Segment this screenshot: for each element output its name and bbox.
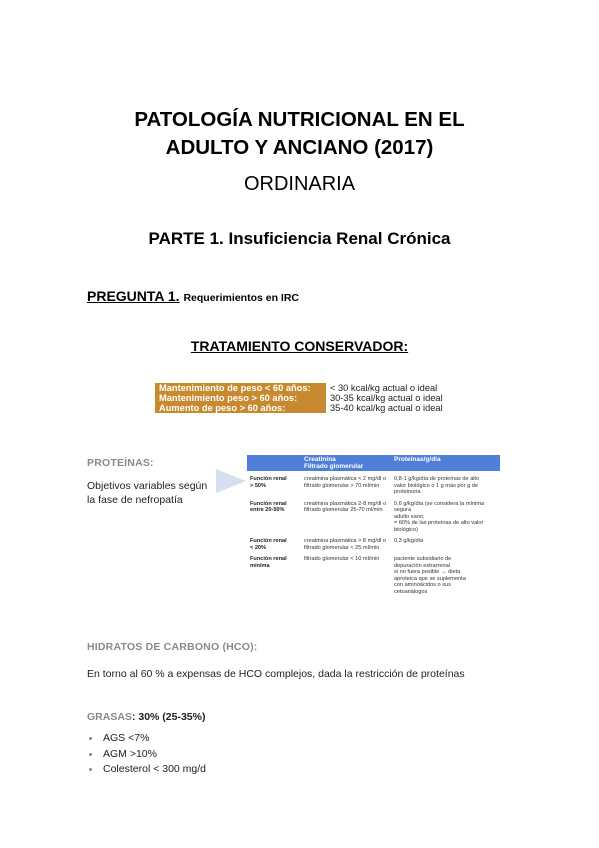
table-row: [247, 554, 500, 598]
table-row: [247, 499, 500, 537]
table-cell: creatinina plasmática < 2 mg/dl o filtrado glomerular > 70 ml/min: [304, 476, 386, 489]
treatment-title: TRATAMIENTO CONSERVADOR:: [190, 338, 409, 354]
table-cell: 0,6 g/kg/día (se considera la mínima segura adulto sano; = 60% de las proteínas de alto valor biológico): [394, 500, 485, 533]
part-heading: PARTE 1. Insuficiencia Renal Crónica: [148, 229, 451, 248]
table-cell: filtrado glomerular < 10 ml/min: [304, 556, 380, 562]
energy-requirements-table: [155, 383, 449, 413]
table-row: [247, 536, 500, 554]
document-title-line1: PATOLOGÍA NUTRICIONAL EN EL: [134, 108, 465, 131]
document-title-line2: ADULTO Y ANCIANO (2017): [165, 136, 434, 159]
table-header-row: [247, 455, 500, 471]
table-cell: 0,8-1 g/kg/día de proteínas de alto valor biológico o 1 g más por g de proteinuria: [394, 476, 480, 495]
table-row: [155, 383, 449, 393]
fats-heading: GRASAS: [87, 711, 132, 723]
table-cell: Función renal mínima: [250, 556, 287, 569]
list-item-text: Colesterol < 300 mg/d: [103, 763, 207, 775]
table-cell: Función renal < 20%: [250, 538, 287, 551]
list-item: [87, 731, 206, 747]
list-item: [87, 747, 206, 763]
list-item: [87, 762, 206, 778]
energy-row-value: 35-40 kcal/kg actual o ideal: [326, 403, 450, 413]
document-subtitle: ORDINARIA: [243, 173, 356, 195]
fats-list: [87, 731, 206, 778]
energy-row-label: Mantenimiento de peso < 60 años:: [155, 383, 326, 393]
fats-heading-line: [87, 710, 205, 724]
energy-row-label: Aumento de peso > 60 años:: [155, 403, 326, 413]
table-cell: Función renal entre 20-50%: [250, 500, 287, 513]
proteins-note-line1: Objetivos variables según: [87, 480, 208, 492]
table-header-cell: Creatinina Filtrado glomerular: [301, 455, 391, 471]
bullet-icon: [89, 737, 92, 740]
fats-value: : 30% (25-35%): [131, 711, 206, 723]
carbohydrates-text: En torno al 60 % a expensas de HCO complejos, dada la restricción de proteínas: [87, 668, 465, 680]
table-cell: 0,3 g/kg/día: [394, 538, 424, 544]
table-row: [155, 393, 449, 403]
table-row: [247, 471, 500, 499]
proteins-heading: PROTEÍNAS:: [87, 457, 154, 469]
energy-row-value: 30-35 kcal/kg actual o ideal: [326, 393, 450, 403]
bullet-icon: [89, 768, 92, 771]
energy-row-value: < 30 kcal/kg actual o ideal: [326, 383, 450, 393]
table-cell: creatinina plasmática > 8 mg/dl o filtrado glomerular < 25 ml/min: [304, 538, 386, 551]
arrow-icon: [216, 469, 246, 493]
list-item-text: AGM >10%: [103, 747, 157, 760]
question-label: PREGUNTA 1.: [87, 288, 180, 304]
table-cell: paciente subsidiario de depuración extrarrenal si no fuera posible → dieta aproteica que se suplementa con aminoácidos o sus cetoanálogos: [394, 556, 466, 595]
question-text: Requerimientos en IRC: [183, 292, 299, 304]
carbohydrates-heading: HIDRATOS DE CARBONO (HCO):: [87, 641, 258, 653]
table-row: [155, 403, 449, 413]
bullet-icon: [89, 753, 92, 756]
table-cell: creatinina plasmática 2-8 mg/dl o filtrado glomerular 25-70 ml/min: [304, 500, 387, 513]
list-item-text: AGS <7%: [103, 732, 150, 744]
question-heading: [87, 287, 299, 307]
table-header-cell: Proteínas/g/día: [391, 455, 500, 471]
energy-row-label: Mantenimiento peso > 60 años:: [155, 393, 326, 403]
proteins-note-line2: la fase de nefropatía: [87, 494, 183, 506]
table-cell: Función renal > 50%: [250, 476, 287, 489]
table-header-cell: [247, 455, 301, 471]
protein-requirements-table: [247, 455, 500, 598]
